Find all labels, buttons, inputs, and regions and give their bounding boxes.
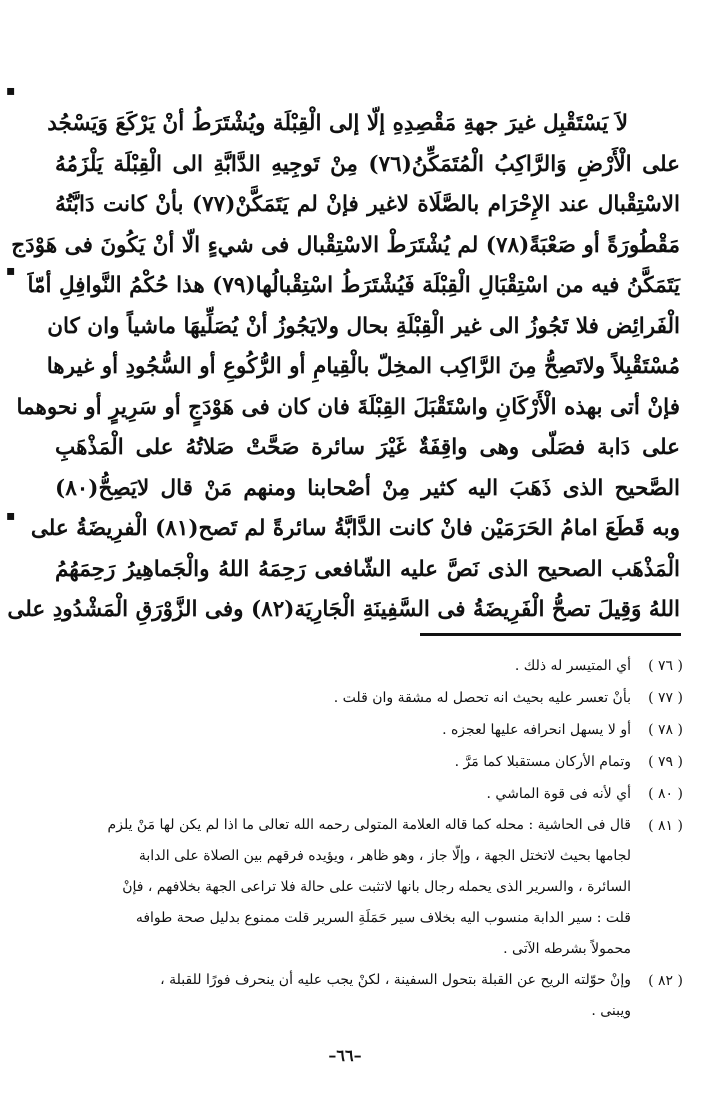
footnote-82 (55, 965, 683, 1027)
margin-mark: ▪ (6, 263, 16, 279)
footnote-text: لجامها بحيث لاتختل الجهة ، وإلّا جاز ، وهو ظاهر ، ويؤيده فرقهم بين الصلاة على الدابة (138, 848, 631, 864)
text-line: يَتَمَكَّنُ فيه من اسْتِقْبَالِ الْقِبْلَة فَيُشْتَرَطُ اسْتِقْبالُها(٧٩) هذا حُكْمُ النَّوافِلِ أمّاَ (27, 273, 680, 298)
footnote-text: محمولاً بشرطه الآتى . (503, 941, 631, 957)
footnote-79 (55, 746, 683, 778)
footnote-text: ويبنى . (591, 1003, 631, 1019)
footnote-text: بأنْ تعسر عليه بحيث انه تحصل له مشقة وان قلت . (333, 690, 631, 706)
text-line: الْفَرائِض فلا تَجُوزُ الى غير الْقِبْلَةِ بحال ولايَجُوزُ أنْ يُصَلِّيهَا ماشياً وان كان (47, 313, 680, 339)
text-line: اللهُ وَقِيلَ تصحُّ الْفَرِيضَةُ فى السَّفِينَةِ الْجَارِيَة(٨٢) وفى الزَّوْرَقِ الْمَشْدُودِ على (7, 597, 680, 622)
margin-mark: ▪ (6, 508, 16, 524)
footnote-text: السائرة ، والسرير الذى يحمله رجال بانها لاتثبت على حالة فلا تراعى الجهة بخلافهم ، فإنْ (122, 879, 631, 895)
footnote-text: أي لأنه فى قوة الماشي . (486, 786, 631, 802)
footnote-text: أي المتيسر له ذلك . (514, 658, 631, 674)
footnote-number: ( ٨٢ ) (648, 973, 683, 989)
page-number: –٦٦– (328, 1046, 362, 1065)
footnote-text: أو لا يسهل انحرافه عليها لعجزه . (442, 722, 631, 738)
footnote-80 (55, 778, 683, 810)
text-line: الاسْتِقْبال عند الإِحْرَام بالصَّلَاة لاغير فإنْ لم يَتَمَكَّنْ(٧٧) بأنْ كانت دَابَّتُهُ (55, 192, 680, 217)
text-line: فإنْ أتى بهذه الْأَرْكَانِ واسْتَقْبَلَ القِبْلَةَ فان كان فى هَوْدَجٍ أو سَرِيرٍ أو نحوهما (16, 394, 680, 420)
text-line: مُسْتَقْبِلاً ولاتَصِحُّ مِنَ الرَّاكِب المخِلّ بالْقِيامِ أو الرُّكُوعِ أو السُّجُودِ أو غيرها (46, 354, 680, 379)
footnote-text: قلت : سير الدابة منسوب اليه بخلاف سير حَمَلَةِ السرير قلت ممنوع بدليل صحة طوافه (135, 910, 631, 926)
footnote-text: وإنْ حوّلته الريح عن القبلة بتحول السفينة ، لكنْ يجب عليه أن ينحرف فورًا للقبلة ، (160, 972, 631, 988)
text-line: لاَ يَسْتَقْبِل غيرَ جهةِ مَقْصِدِهِ إلّا إلى الْقِبْلَة ويُشْتَرَطُ أنْ يَرْكَعَ وَيَسْجُد (47, 111, 628, 136)
main-body-text (7, 104, 681, 631)
footnote-76 (55, 650, 683, 682)
text-line: على دَابة فصَلّى وهى واقِفَةٌ غَيْرَ سائرة صَحَّتْ صَلاتُهُ على الْمَذْهَبِ (55, 435, 680, 460)
footnote-number: ( ٧٨ ) (648, 722, 683, 738)
footnote-text: قال فى الحاشية : محله كما قاله العلامة المتولى رحمه الله تعالى ما اذا لم يكن لها مَنْ يلزم (107, 817, 631, 833)
footnotes (55, 650, 683, 1027)
footnote-number: ( ٧٩ ) (648, 754, 683, 770)
text-line: على الْأَرْضِ وَالرَّاكِبُ الْمُتَمَكِّنُ(٧٦) مِنْ تَوجِيهِ الدَّابَّةِ الى الْقِبْلَة يَلْزَمُهُ (55, 151, 681, 177)
footnote-number: ( ٧٧ ) (648, 690, 683, 706)
text-line: الصَّحيح الذى ذَهَبَ اليه كثير مِنْ أصْحابنا ومنهم مَنْ قال لايَصِحُّ(٨٠) (55, 475, 680, 501)
footnote-78 (55, 714, 683, 746)
footnote-separator (420, 633, 681, 636)
footnote-77 (55, 682, 683, 714)
text-line: وبه قَطَعَ امامُ الحَرَمَيْن فانْ كانت الدَّابَّةُ سائرةً لم تَصح(٨١) الْفرِيضَةُ على (30, 516, 680, 541)
footnote-text: وتمام الأركان مستقبلا كما مَرَّ . (454, 754, 631, 770)
footnote-number: ( ٨١ ) (648, 818, 683, 834)
margin-mark: ▪ (6, 83, 16, 99)
text-line: الْمَذْهَب الصحيح الذى نَصَّ عليه الشّافعى رَحِمَهُ اللهُ والْجَماهِيرُ رَحِمَهُمُ (55, 556, 680, 582)
footnote-number: ( ٧٦ ) (648, 658, 683, 674)
text-line: مَقْطُورَةً أو صَعْبَةً(٧٨) لم يُشْتَرَطْ الاسْتِقْبال فى شيءٍ الّا أنْ يَكُونَ فى هَوْدَج (11, 232, 680, 258)
footnote-number: ( ٨٠ ) (648, 786, 683, 802)
footnote-81 (55, 810, 683, 965)
